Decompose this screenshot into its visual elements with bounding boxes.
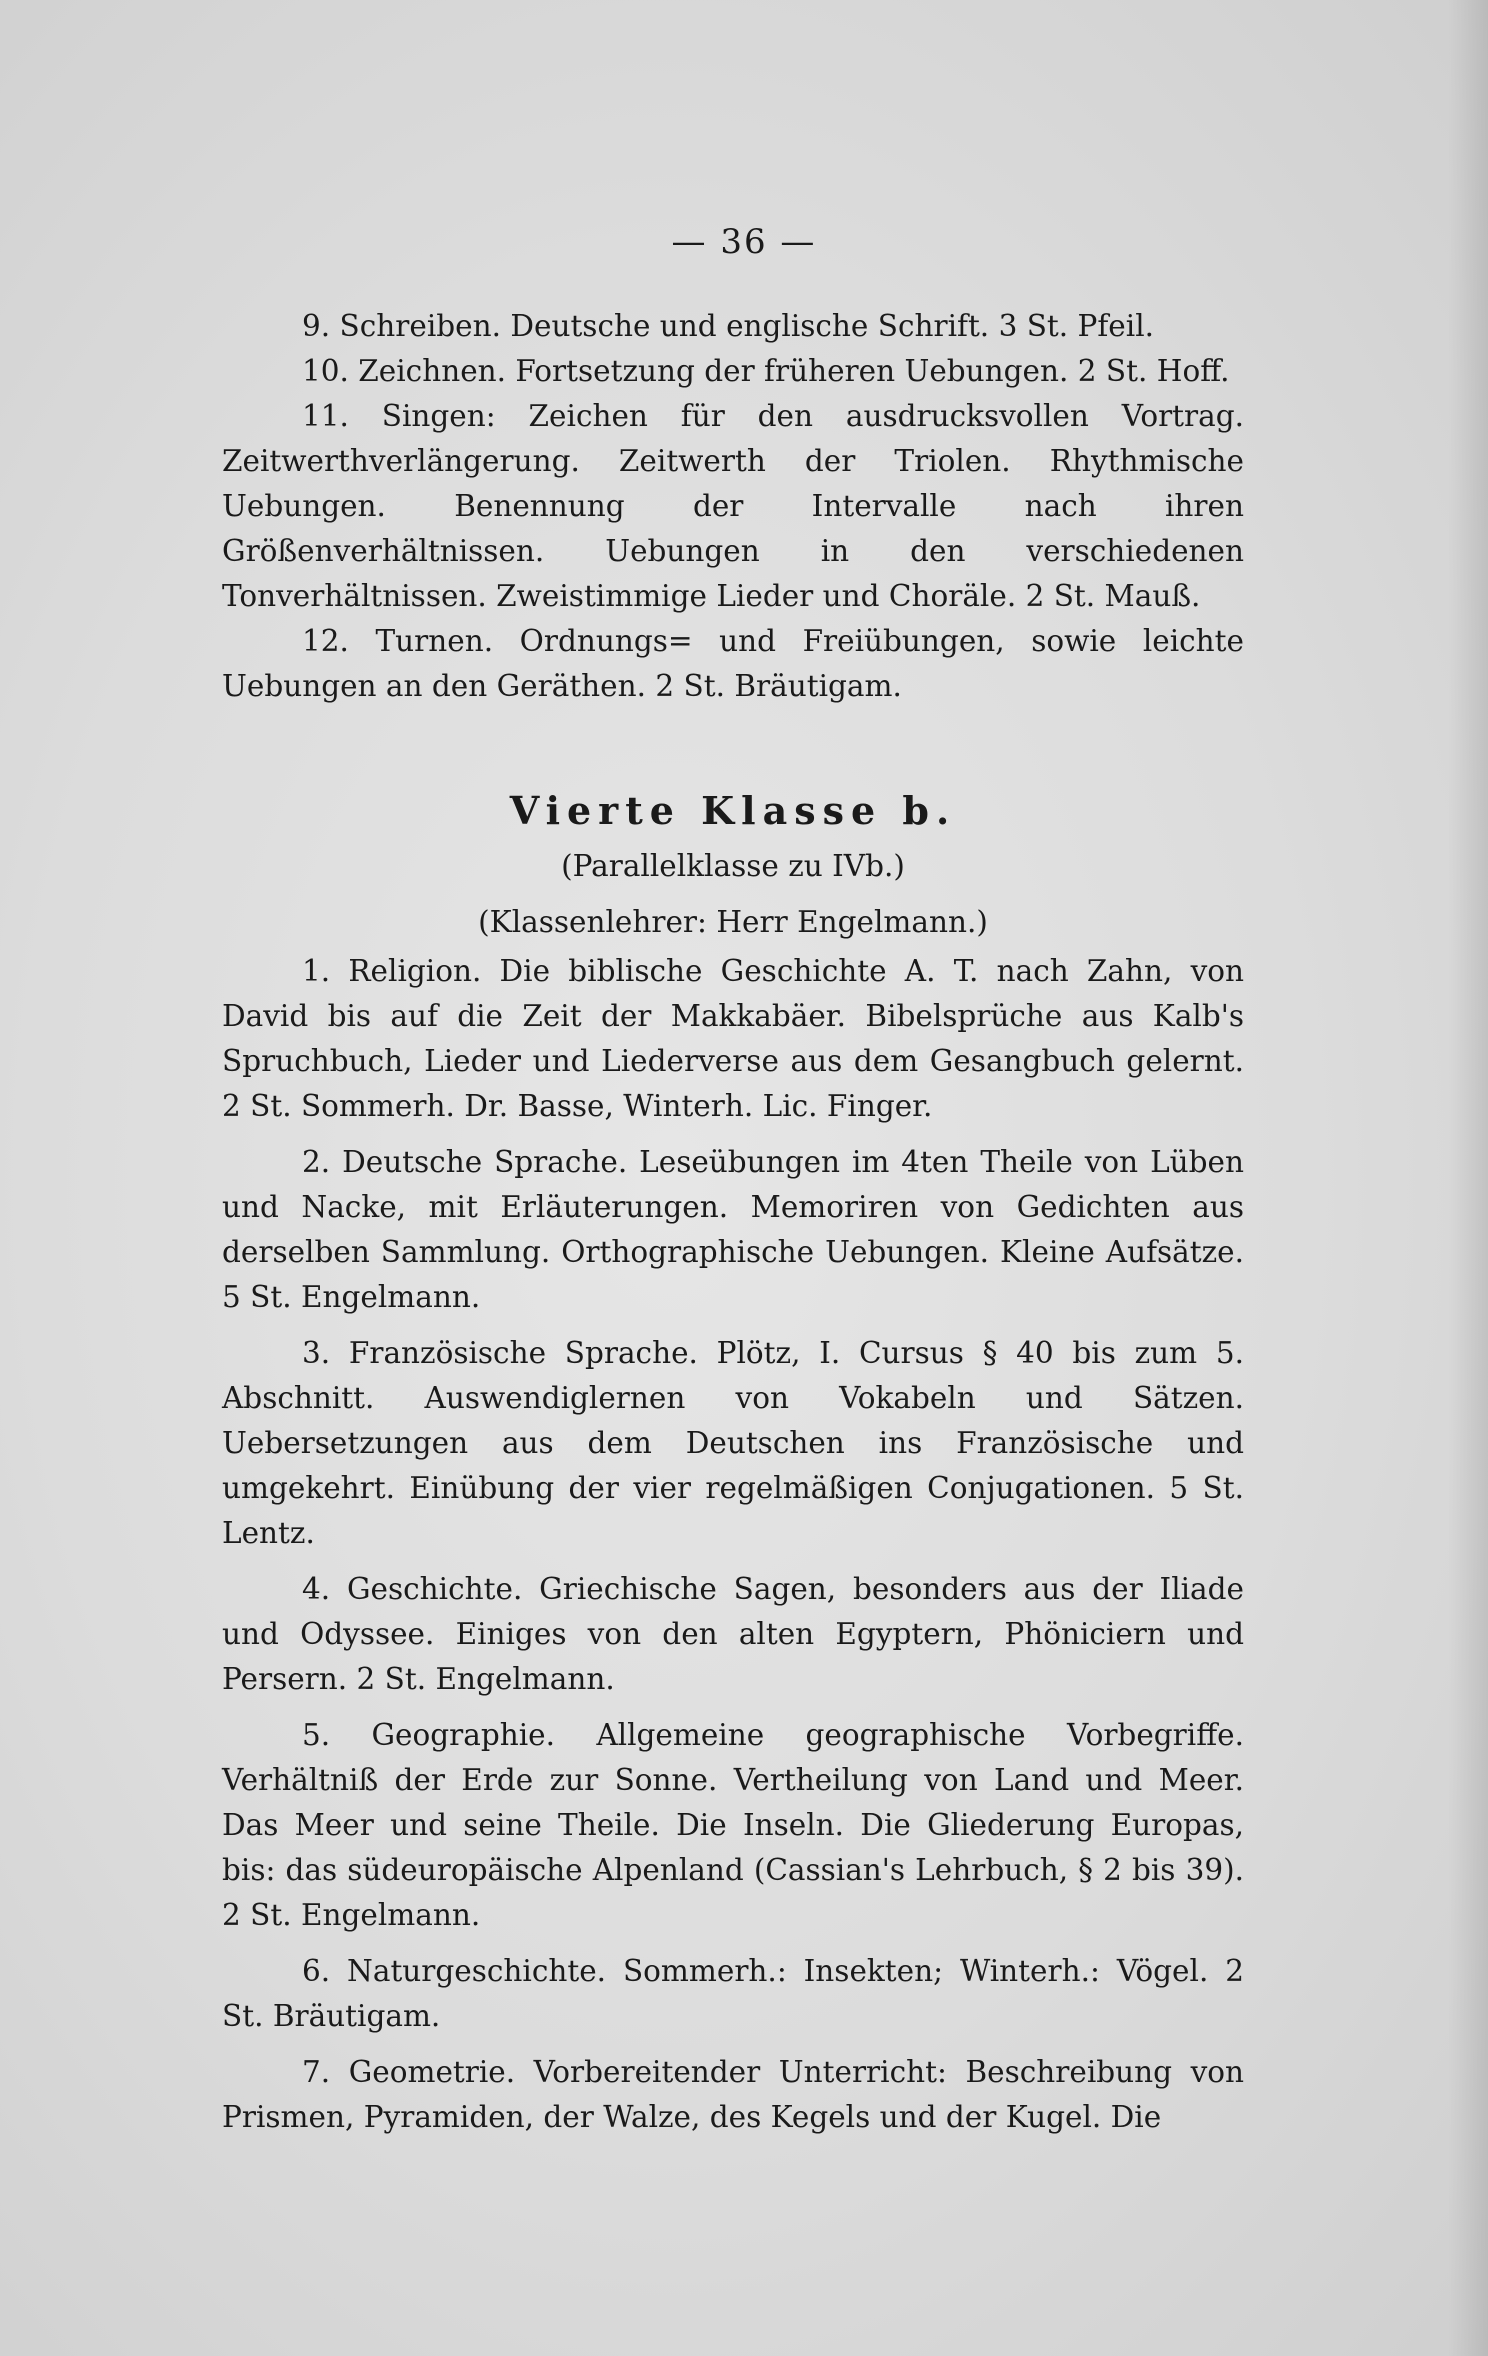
- item-deutsche-sprache: 2. Deutsche Sprache. Leseübungen im 4ten Theile von Lüben und Nacke, mit Erläuterungen. Memoriren von Gedichten aus derselben Sammlung. Orthographische Uebungen. Kleine Aufsätze. 5 St. Engelmann.: [222, 1145, 1244, 1314]
- paragraph-schreiben: 9. Schreiben. Deutsche und englische Schrift. 3 St. Pfeil.: [302, 309, 1154, 343]
- page-edge-shadow: [1448, 0, 1488, 2356]
- item-geschichte: 4. Geschichte. Griechische Sagen, besonders aus der Iliade und Odyssee. Einiges von den alten Egyptern, Phöniciern und Persern. 2 St. Engelmann.: [222, 1572, 1244, 1696]
- item-naturgeschichte: 6. Naturgeschichte. Sommerh.: Insekten; Winterh.: Vögel. 2 St. Bräutigam.: [222, 1954, 1244, 2033]
- page-number: — 36 —: [671, 222, 817, 262]
- section-subheading: (Parallelklasse zu IVb.): [561, 849, 905, 883]
- item-franzoesische-sprache: 3. Französische Sprache. Plötz, I. Cursus § 40 bis zum 5. Abschnitt. Auswendiglernen von Vokabeln und Sätzen. Uebersetzungen aus dem Deutschen ins Französische und umgekehrt. Einübung der vier regelmäßigen Conjugationen. 5 St. Lentz.: [222, 1336, 1244, 1550]
- paragraph-singen: 11. Singen: Zeichen für den ausdrucksvollen Vortrag. Zeitwerthverlängerung. Zeitwerth der Triolen. Rhythmische Uebungen. Benennung der Intervalle nach ihren Größenverhältnissen. Uebungen in den verschiedenen Tonverhältnissen. Zweistimmige Lieder und Choräle. 2 St. Mauß.: [222, 399, 1244, 613]
- section-heading: Vierte Klasse b.: [509, 788, 957, 833]
- class-teacher-line: (Klassenlehrer: Herr Engelmann.): [478, 905, 988, 939]
- page-text: [222, 304, 1244, 2140]
- item-religion: 1. Religion. Die biblische Geschichte A. T. nach Zahn, von David bis auf die Zeit der Makkabäer. Bibelsprüche aus Kalb's Spruchbuch, Lieder und Liederverse aus dem Gesangbuch gelernt. 2 St. Sommerh. Dr. Basse, Winterh. Lic. Finger.: [222, 954, 1244, 1123]
- paragraph-zeichnen: 10. Zeichnen. Fortsetzung der früheren Uebungen. 2 St. Hoff.: [302, 354, 1230, 388]
- paragraph-turnen: 12. Turnen. Ordnungs= und Freiübungen, sowie leichte Uebungen an den Geräthen. 2 St. Bräutigam.: [222, 624, 1244, 703]
- item-geographie: 5. Geographie. Allgemeine geographische Vorbegriffe. Verhältniß der Erde zur Sonne. Vertheilung von Land und Meer. Das Meer und seine Theile. Die Inseln. Die Gliederung Europas, bis: das südeuropäische Alpenland (Cassian's Lehrbuch, § 2 bis 39). 2 St. Engelmann.: [222, 1718, 1244, 1932]
- item-geometrie: 7. Geometrie. Vorbereitender Unterricht: Beschreibung von Prismen, Pyramiden, der Walze, des Kegels und der Kugel. Die: [222, 2055, 1244, 2134]
